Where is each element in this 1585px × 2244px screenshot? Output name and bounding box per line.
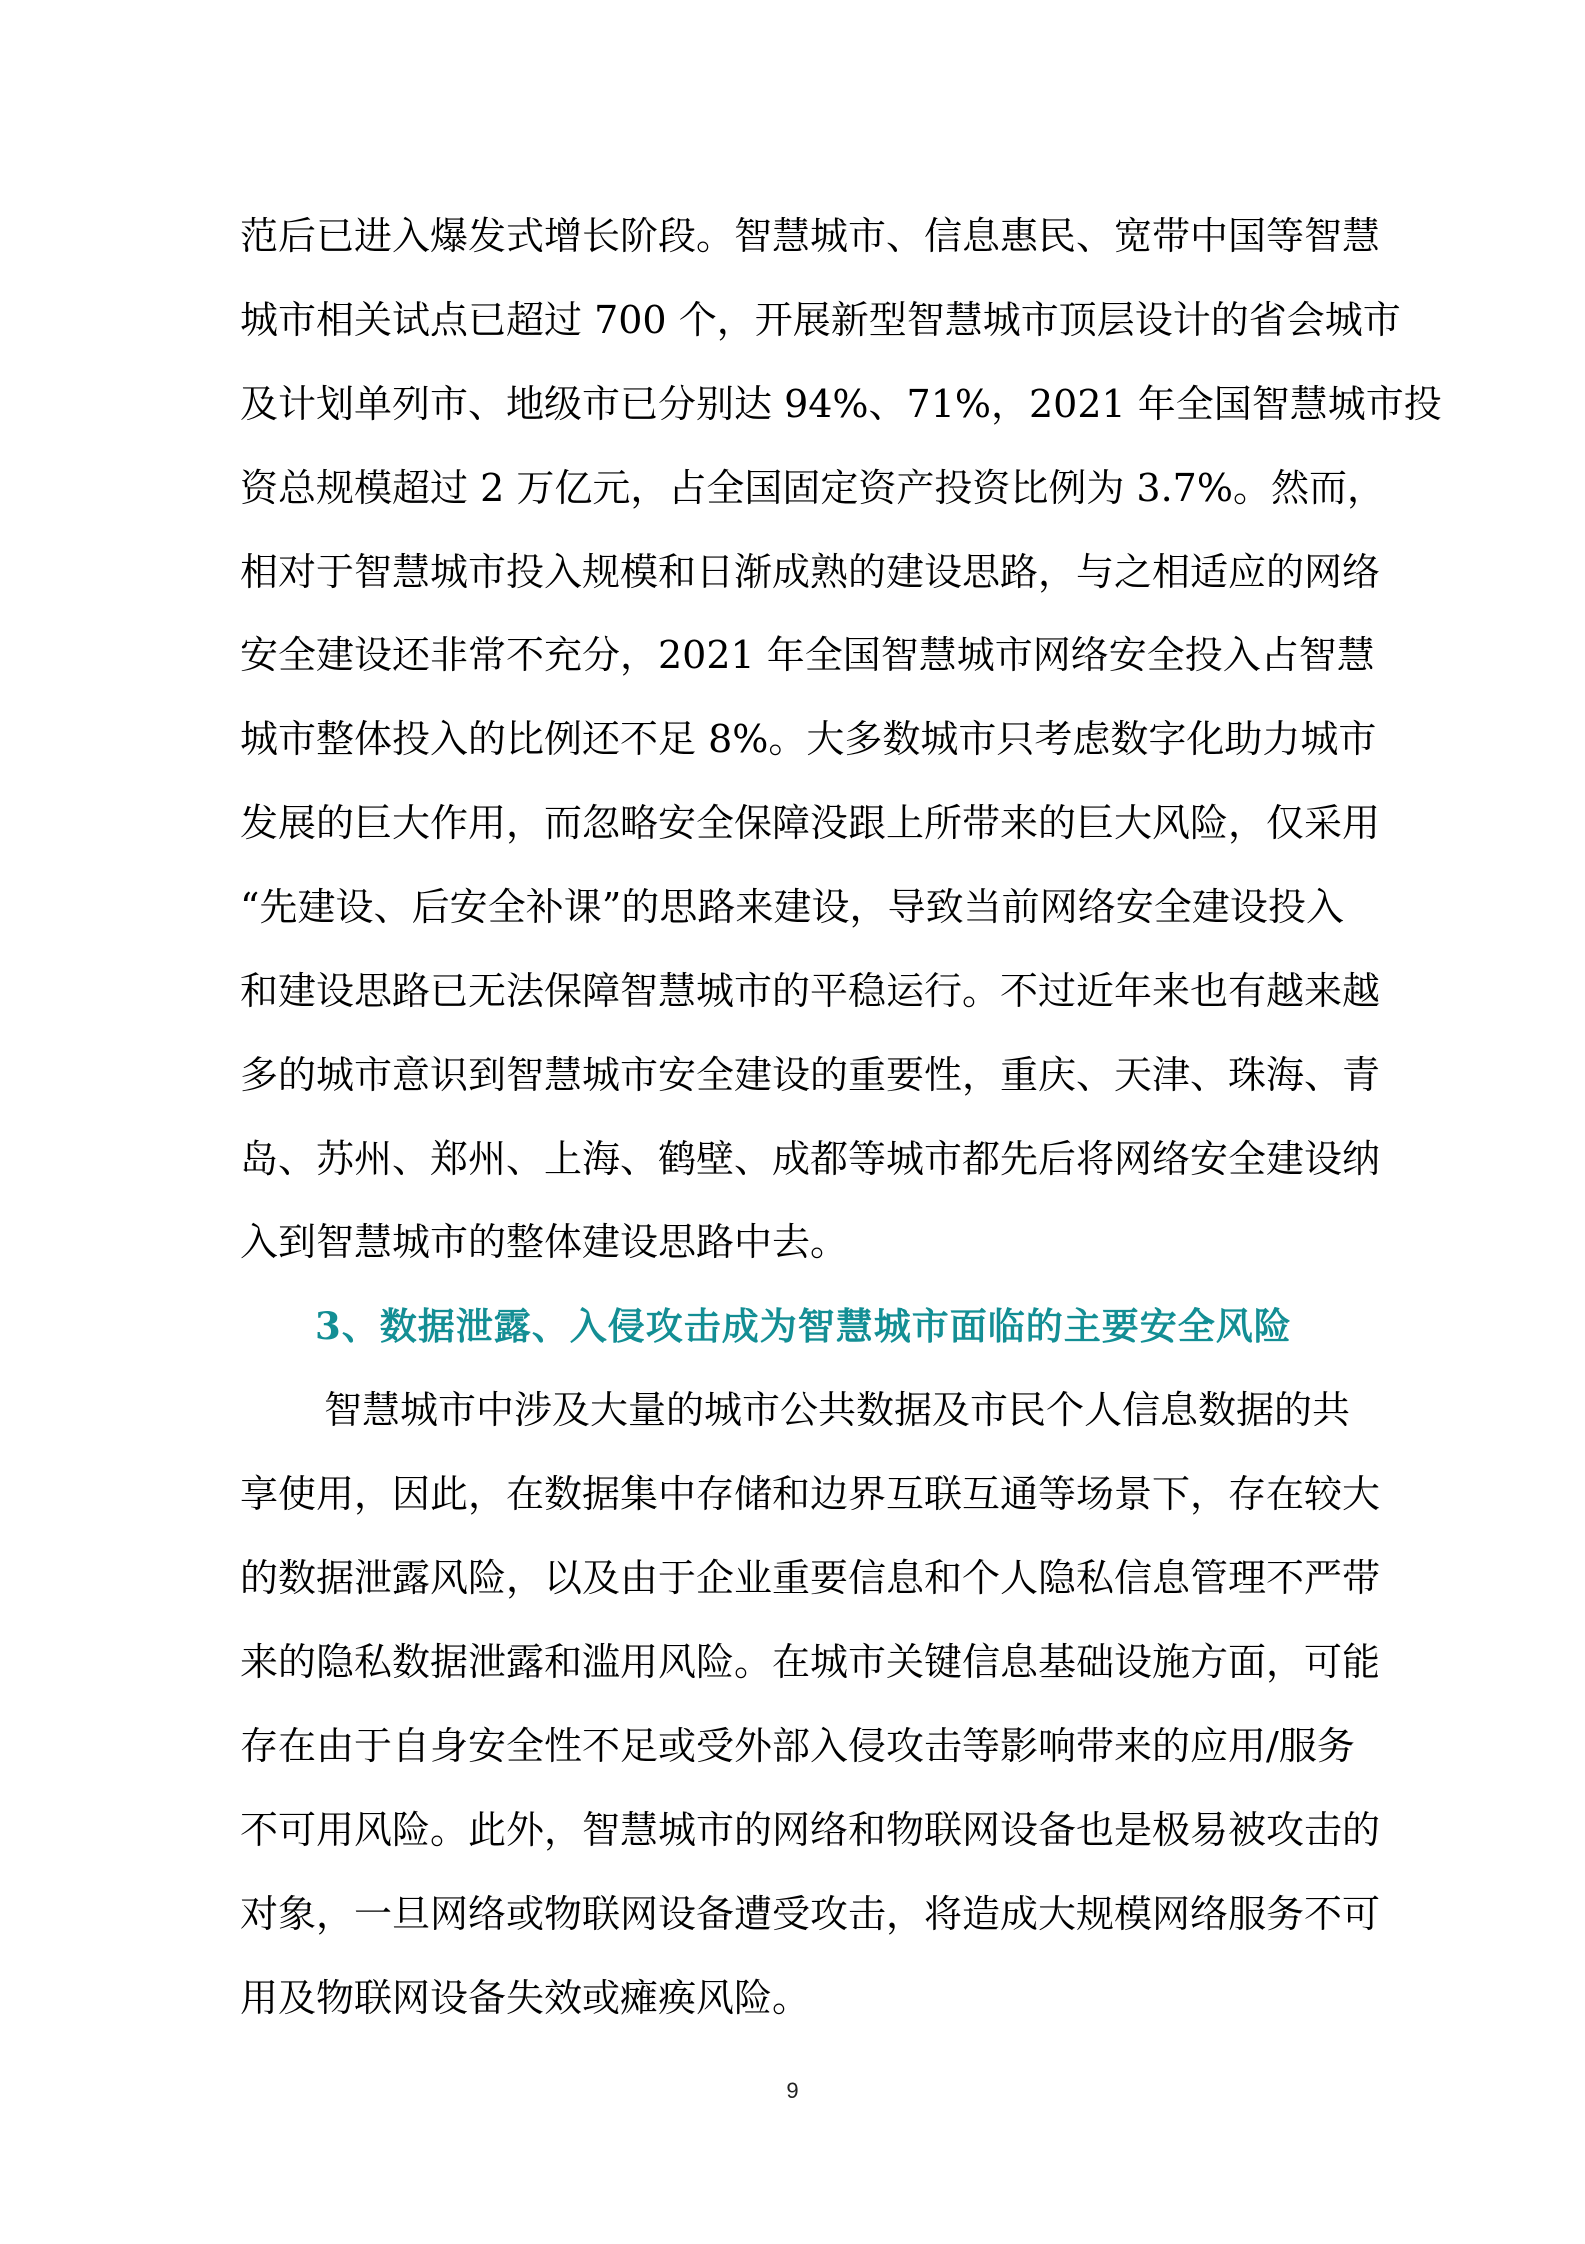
paragraph-line: 多的城市意识到智慧城市安全建设的重要性，重庆、天津、珠海、青 bbox=[240, 1053, 1381, 1097]
paragraph-line: 存在由于自身安全性不足或受外部入侵攻击等影响带来的应用/服务 bbox=[240, 1724, 1355, 1768]
paragraph-line: 的数据泄露风险，以及由于企业重要信息和个人隐私信息管理不严带 bbox=[240, 1556, 1381, 1600]
paragraph-line: 入到智慧城市的整体建设思路中去。 bbox=[240, 1220, 849, 1264]
paragraph-line: 相对于智慧城市投入规模和日渐成熟的建设思路，与之相适应的网络 bbox=[240, 550, 1381, 594]
paragraph-line: 智慧城市中涉及大量的城市公共数据及市民个人信息数据的共 bbox=[324, 1388, 1351, 1432]
paragraph-line: 城市整体投入的比例还不足 8%。大多数城市只考虑数字化助力城市 bbox=[240, 717, 1377, 761]
paragraph-line: 不可用风险。此外，智慧城市的网络和物联网设备也是极易被攻击的 bbox=[240, 1808, 1381, 1852]
paragraph-line: 发展的巨大作用，而忽略安全保障没跟上所带来的巨大风险，仅采用 bbox=[240, 801, 1381, 845]
paragraph-line: 资总规模超过 2 万亿元，占全国固定资产投资比例为 3.7%。然而， bbox=[240, 466, 1385, 510]
page-number: 9 bbox=[786, 2078, 799, 2103]
paragraph-line: “先建设、后安全补课”的思路来建设，导致当前网络安全建设投入 bbox=[240, 885, 1344, 929]
paragraph-line: 岛、苏州、郑州、上海、鹤壁、成都等城市都先后将网络安全建设纳 bbox=[240, 1137, 1381, 1181]
paragraph-line: 范后已进入爆发式增长阶段。智慧城市、信息惠民、宽带中国等智慧 bbox=[240, 214, 1381, 258]
paragraph-line: 享使用，因此，在数据集中存储和边界互联互通等场景下，存在较大 bbox=[240, 1472, 1381, 1516]
paragraph-line: 来的隐私数据泄露和滥用风险。在城市关键信息基础设施方面，可能 bbox=[240, 1640, 1381, 1684]
paragraph-line: 对象，一旦网络或物联网设备遭受攻击，将造成大规模网络服务不可 bbox=[240, 1892, 1381, 1936]
paragraph-line: 及计划单列市、地级市已分别达 94%、71%，2021 年全国智慧城市投 bbox=[240, 382, 1442, 426]
paragraph-line: 城市相关试点已超过 700 个，开展新型智慧城市顶层设计的省会城市 bbox=[240, 298, 1401, 342]
paragraph-line: 安全建设还非常不充分，2021 年全国智慧城市网络安全投入占智慧 bbox=[240, 633, 1375, 677]
paragraph-line: 和建设思路已无法保障智慧城市的平稳运行。不过近年来也有越来越 bbox=[240, 969, 1381, 1013]
section-heading: 3、数据泄露、入侵攻击成为智慧城市面临的主要安全风险 bbox=[315, 1304, 1292, 1348]
paragraph-line: 用及物联网设备失效或瘫痪风险。 bbox=[240, 1976, 811, 2020]
